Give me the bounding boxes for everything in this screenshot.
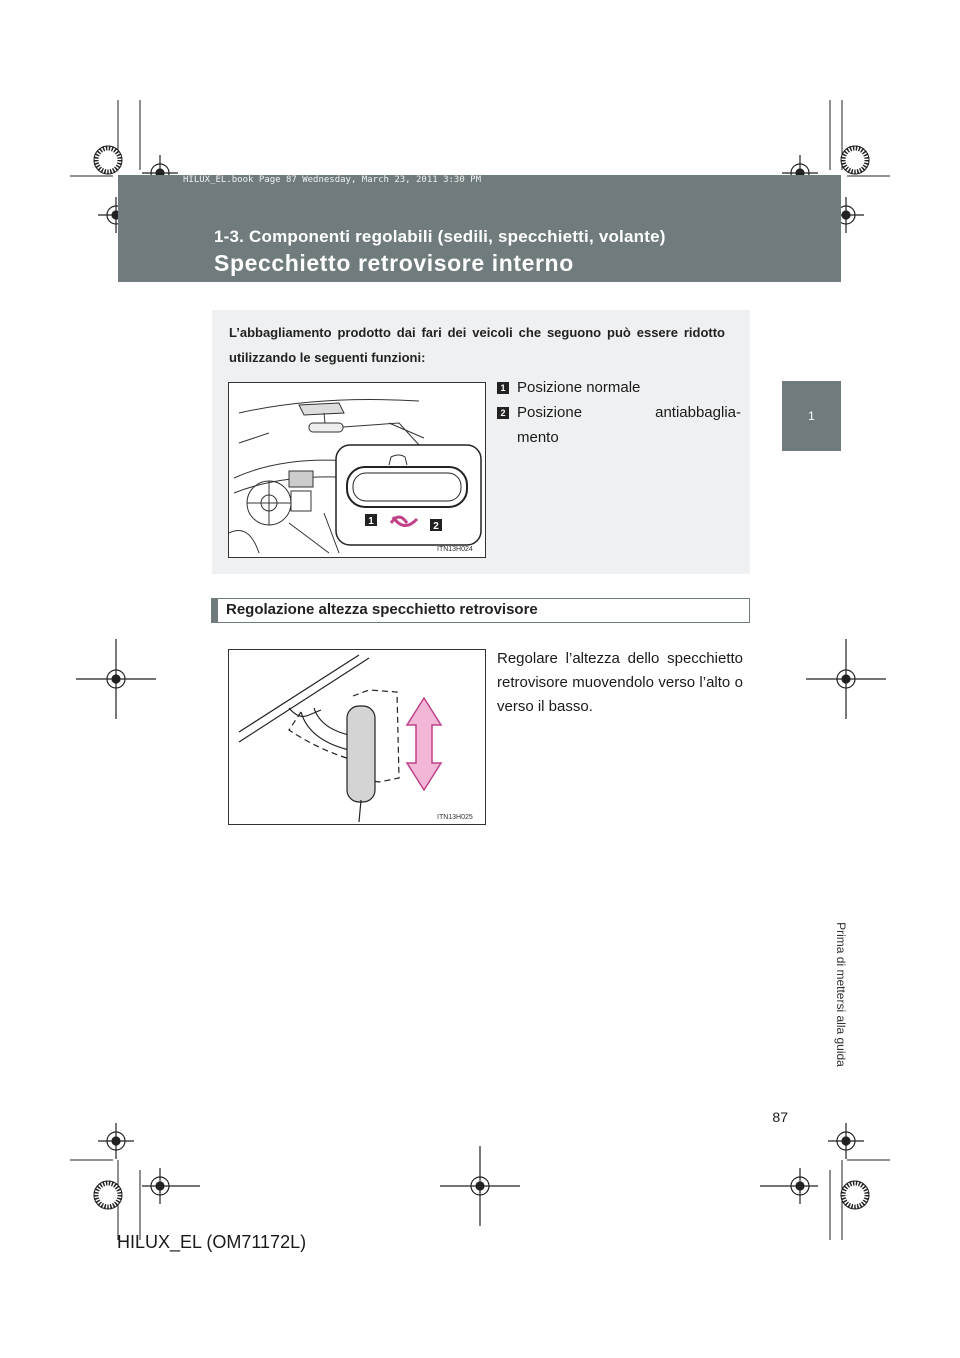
up-down-arrow bbox=[407, 698, 441, 790]
subsection-title: Regolazione altezza specchietto retrovisore bbox=[226, 601, 538, 618]
legend-item-antiglare bbox=[497, 400, 741, 450]
subsection-bar bbox=[212, 599, 218, 622]
chapter-header bbox=[118, 175, 841, 282]
chapter-tab-label: Prima di mettersi alla guida bbox=[834, 922, 848, 1067]
figure-mirror-positions bbox=[228, 382, 486, 558]
legend-number-2: 2 bbox=[497, 407, 509, 419]
legend-number-1: 1 bbox=[497, 382, 509, 394]
subsection-body: Regolare l’altezza dello specchietto retrovisore muovendolo verso l’alto o verso il basso. bbox=[497, 650, 743, 715]
legend-item-normal bbox=[497, 375, 741, 400]
position-legend bbox=[497, 375, 741, 450]
print-stamp: HILUX_EL.book Page 87 Wednesday, March 23, 2011 3:30 PM bbox=[183, 175, 482, 185]
mirror-height-illustration bbox=[229, 650, 485, 824]
chapter-tab-strip bbox=[782, 455, 848, 1067]
subsection-header bbox=[211, 598, 750, 623]
callout-2-label: 2 bbox=[433, 521, 439, 532]
legend-text-normal: Posizione normale bbox=[517, 379, 641, 396]
intro-text: L’abbagliamento prodotto dai fari dei veicoli che seguono può essere ridotto utilizzando le seguenti funzioni: bbox=[229, 325, 725, 365]
figure2-code: ITN13H025 bbox=[437, 814, 473, 821]
mirror-position-illustration bbox=[229, 383, 485, 557]
figure-mirror-height bbox=[228, 649, 486, 825]
legend-text-antiglare-line2: mento bbox=[517, 429, 559, 446]
chapter-tab-number: 1 bbox=[782, 381, 841, 451]
callout-1-label: 1 bbox=[368, 516, 374, 527]
figure1-code: ITN13H024 bbox=[437, 546, 473, 553]
section-title: 1-3. Componenti regolabili (sedili, specchietti, volante) bbox=[214, 227, 666, 246]
page-title: Specchietto retrovisore interno bbox=[214, 250, 574, 276]
document-code: HILUX_EL (OM71172L) bbox=[117, 1232, 307, 1252]
page-number: 87 bbox=[772, 1109, 788, 1125]
legend-text-antiglare-line1: Posizione antiabbaglia- bbox=[517, 404, 741, 421]
